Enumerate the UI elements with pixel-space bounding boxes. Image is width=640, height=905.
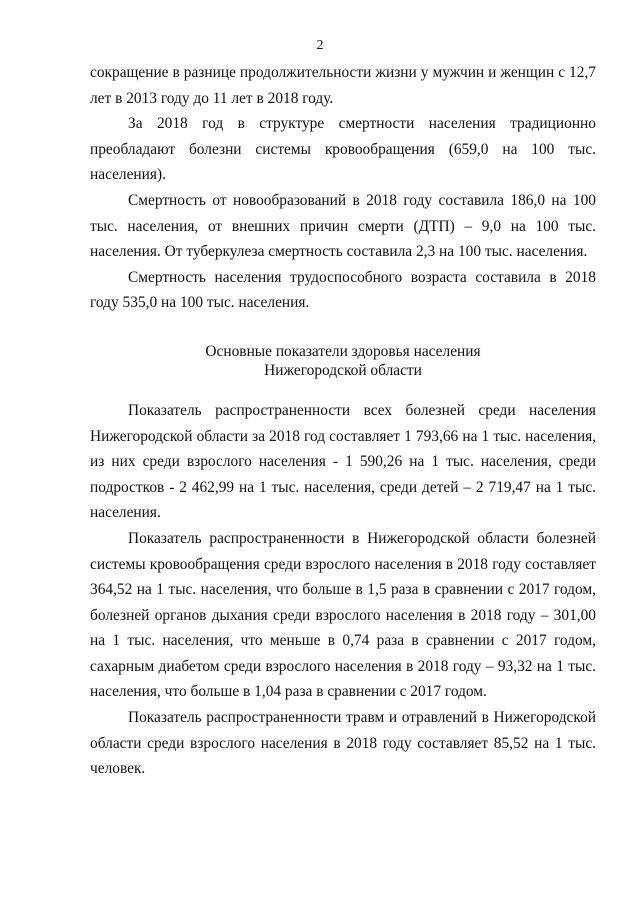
document-body (90, 60, 596, 782)
section-heading-line-2: Нижегородской области (264, 361, 422, 379)
paragraph-lifespan-gap: сокращение в разнице продолжительности жизни у мужчин и женщин с 12,7 лет в 2013 году до 11 лет в 2018 году. (90, 64, 596, 107)
page-number: 2 (316, 38, 324, 53)
paragraph-working-age-mortality: Смертность населения трудоспособного возраста составила в 2018 году 535,0 на 100 тыс. населения. (90, 268, 596, 312)
paragraph-mortality-causes: Смертность от новообразований в 2018 году составила 186,0 на 100 тыс. населения, от внешних причин смерти (ДТП) – 9,0 на 100 тыс. населения. От туберкулеза смертность составила 2,3 на 100 тыс. населения. (90, 191, 596, 261)
section-heading (90, 342, 596, 380)
section-heading-line-1: Основные показатели здоровья населения (205, 342, 481, 360)
paragraph-circulatory-respiratory-diabetes: Показатель распространенности в Нижегородской области болезней системы кровообращения среди взрослого населения в 2018 году составляет 364,52 на 1 тыс. населения, что больше в 1,5 раза в сравнении с 2017 годом, болезней органов дыхания среди взрослого населения в 2018 году – 301,00 на 1 тыс. населения, что меньше в 0,74 раза в сравнении с 2017 годом, сахарным диабетом среди взрослого населения в 2018 году – 93,32 на 1 тыс. населения, что больше в 1,04 раза в сравнении с 2017 годом. (90, 529, 596, 701)
paragraph-injuries-poisoning: Показатель распространенности травм и отравлений в Нижегородской области среди взрослого населения в 2018 году составляет 85,52 на 1 тыс. человек. (90, 709, 596, 778)
paragraph-mortality-structure: За 2018 год в структуре смертности населения традиционно преобладают болезни системы кровообращения (659,0 на 100 тыс. населения). (90, 115, 596, 184)
paragraph-disease-prevalence: Показатель распространенности всех болезней среди населения Нижегородской области за 2018 год составляет 1 793,66 на 1 тыс. населения, из них среди взрослого населения - 1 590,26 на 1 тыс. населения, среди подростков - 2 462,99 на 1 тыс. населения, среди детей – 2 719,47 на 1 тыс. населения. (90, 401, 596, 522)
